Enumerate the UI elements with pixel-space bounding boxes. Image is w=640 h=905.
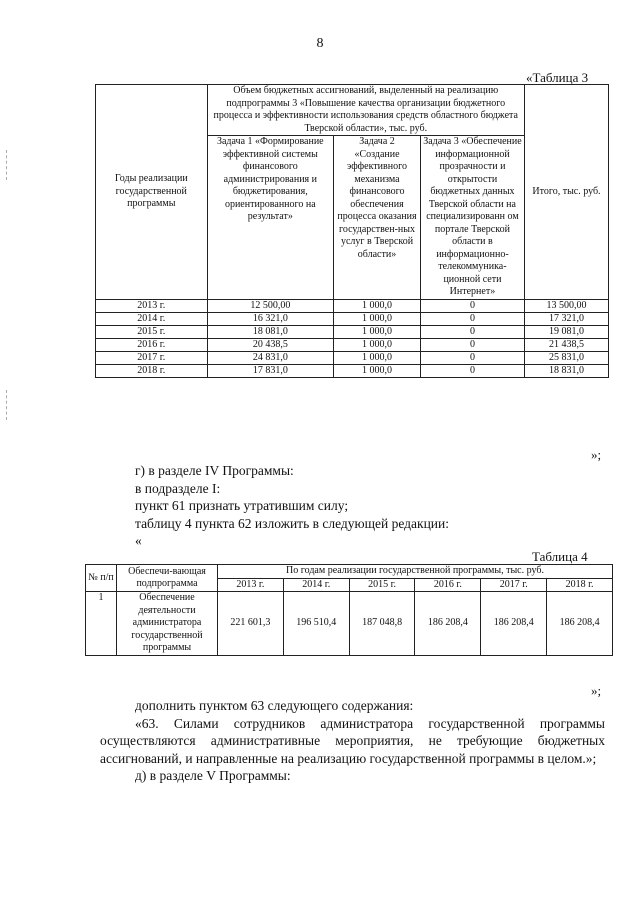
table4-year-header: 2014 г. xyxy=(283,578,349,592)
table4-year-header: 2017 г. xyxy=(481,578,547,592)
table4-year-header: 2018 г. xyxy=(547,578,613,592)
table4-caption: Таблица 4 xyxy=(532,549,588,564)
paragraph: пункт 61 признать утратившим силу; xyxy=(135,498,349,513)
table4-sub-header: Обеспечи-вающая подпрограмма xyxy=(117,565,218,592)
table4 xyxy=(85,564,613,656)
table3-closing: »; xyxy=(591,447,602,462)
section-iv-block xyxy=(135,462,605,550)
table4-closing: »; xyxy=(591,683,602,698)
page-number: 8 xyxy=(316,36,324,51)
scan-margin-mark xyxy=(6,150,7,180)
paragraph: дополнить пунктом 63 следующего содержания: xyxy=(135,698,414,713)
table3-caption: «Таблица 3 xyxy=(526,70,589,85)
table4-year-header: 2015 г. xyxy=(349,578,415,592)
scan-margin-mark xyxy=(6,390,7,420)
paragraph: таблицу 4 пункта 62 изложить в следующей редакции: xyxy=(135,515,449,531)
section-block-b xyxy=(100,697,605,785)
table4-year-header: 2013 г. xyxy=(218,578,284,592)
table-row: 2014 г. 16 321,0 1 000,0 0 17 321,0 xyxy=(96,312,609,325)
table3-years-header: Годы реализации государственной программы xyxy=(96,85,208,300)
paragraph: «63. Силами сотрудников администратора государственной программы осуществляются административные мероприятия, не требующие бюджетных ассигнований, и направленные на реализацию государственной программы в целом.»; xyxy=(100,715,605,766)
table3-total-header: Итого, тыс. руб. xyxy=(524,85,608,300)
paragraph: д) в разделе V Программы: xyxy=(135,768,291,783)
table3-task2-header: Задача 2 «Создание эффективного механизма финансового обеспечения процесса оказания государствен-ных услуг в Тверской области» xyxy=(334,136,421,300)
paragraph: г) в разделе IV Программы: xyxy=(135,463,294,478)
table-row: 2016 г. 20 438,5 1 000,0 0 21 438,5 xyxy=(96,338,609,351)
table3-task3-header: Задача 3 «Обеспечение информационной прозрачности и открытости бюджетных данных Тверской области на специализированн ом портале Тверской области в информационно-телекоммуника-ционной сети Интернет» xyxy=(420,136,524,300)
paragraph: в подразделе I: xyxy=(135,480,221,496)
table4-num-header: № п/п xyxy=(86,565,117,592)
table3-task1-header: Задача 1 «Формирование эффективной системы финансового администрирования и бюджетирования, ориентированного на результат» xyxy=(207,136,334,300)
table-row: 1 Обеспечение деятельности администратора государственной программы 221 601,3 196 510,4 187 048,8 186 208,4 186 208,4 186 208,4 xyxy=(86,592,613,656)
table4-year-header: 2016 г. xyxy=(415,578,481,592)
table3-group-header: Объем бюджетных ассигнований, выделенный на реализацию подпрограммы 3 «Повышение качества организации бюджетного процесса и эффективности использования средств областного бюджета Тверской области», тыс. руб. xyxy=(207,85,524,136)
table-row: 2017 г. 24 831,0 1 000,0 0 25 831,0 xyxy=(96,351,609,364)
table-row: 2013 г. 12 500,00 1 000,0 0 13 500,00 xyxy=(96,299,609,312)
table-row: 2018 г. 17 831,0 1 000,0 0 18 831,0 xyxy=(96,364,609,377)
table3 xyxy=(95,84,609,378)
paragraph: « xyxy=(135,533,142,548)
table4-group-header: По годам реализации государственной программы, тыс. руб. xyxy=(218,565,613,579)
table-row: 2015 г. 18 081,0 1 000,0 0 19 081,0 xyxy=(96,325,609,338)
